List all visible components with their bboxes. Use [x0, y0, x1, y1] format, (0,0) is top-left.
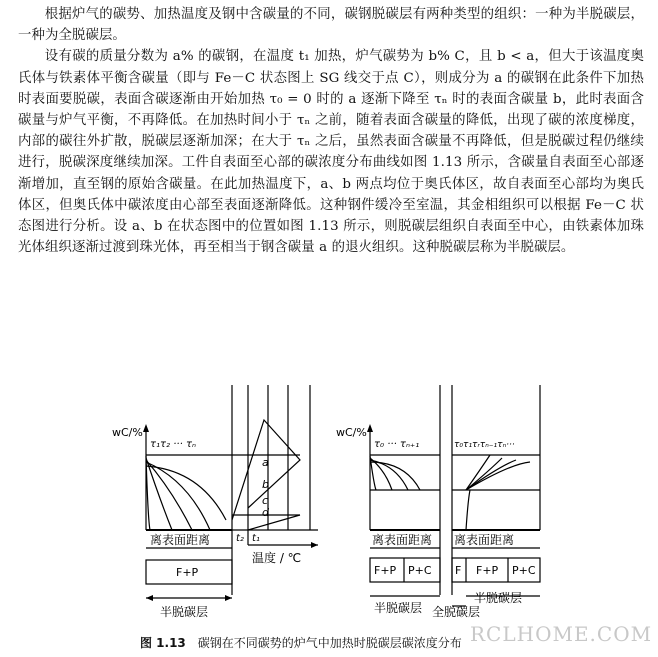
- paragraph-2: 设有碳的质量分数为 a% 的碳钢，在温度 t₁ 加热，炉气碳势为 b% C，且 b < a，但大于该温度奥氏体与铁素体平衡含碳量（即与 Fe－C 状态图上 SG 线交于点 C），则成分为 a 的碳钢在此条件下加热时表面要脱碳，表面含碳逐渐由开始加热 τ₀ = 0 时的 a 逐渐下降至 τₙ 时的表面含碳量 b，此时表面含碳量与炉气平衡，不再降低。在加热时间小于 τₙ 之前，随着表面含碳量的降低，出现了碳的浓度梯度，内部的碳往外扩散，脱碳层逐渐加深；在大于 τₙ 之后，虽然表面含碳量不再降低，但是脱碳过程仍继续进行，脱碳深度继续加深。工件自表面至心部的碳浓度分布曲线如图 1.13 所示，含碳量自表面至心部逐渐增加，直至钢的原始含碳量。在此加热温度下，a、b 两点均位于奥氏体区，故自表面至心部均为奥氏体区，但奥氏体中碳浓度由心部至表面逐渐降低。这种钢件缓冷至室温，其金相组织可以根据 Fe－C 状态图进行分析。设 a、b 在状态图中的位置如图 1.13 所示，则脱碳层组织自表面至中心，由铁素体加珠光体组织逐渐过渡到珠光体，再至相当于钢含碳量 a 的退火组织。这种脱碳层称为半脱碳层。: [18, 49, 644, 256]
- middle-zone-fp: F+P: [374, 564, 397, 577]
- left-tau-labels: τ₁τ₂ ··· τₙ: [150, 439, 196, 450]
- left-ylabel: wC/%: [112, 426, 143, 439]
- right-zone-f: F: [455, 564, 462, 577]
- left-zone: F+P: [176, 566, 199, 579]
- caption-text: 碳钢在不同碳势的炉气中加热时脱碳层碳浓度分布: [197, 636, 462, 650]
- phase-label-b: b: [262, 478, 269, 491]
- left-layer-label: 半脱碳层: [160, 605, 209, 619]
- watermark: RCLHOME.COM: [470, 622, 653, 646]
- phase-xlabel: 温度 / ℃: [252, 551, 302, 565]
- middle-zone-pc: P+C: [408, 564, 432, 577]
- phase-t1: t₁: [252, 533, 260, 544]
- middle-tau-labels: τ₀ ··· τₙ₊₁: [374, 439, 420, 450]
- phase-label-d: d: [262, 506, 269, 519]
- right-zone-fp: F+P: [476, 564, 499, 577]
- body-text: [18, 4, 644, 258]
- middle-ylabel: wC/%: [336, 426, 367, 439]
- paragraph-1: 根据炉气的碳势、加热温度及钢中含碳量的不同，碳钢脱碳层有两种类型的组织：一种为半脱碳层，一种为全脱碳层。: [18, 7, 644, 44]
- figure-caption: [140, 634, 462, 651]
- middle-layer-label: 半脱碳层: [374, 601, 423, 615]
- right-tau-labels: τ₀τ₁τᵣτₙ₋₁τₙ···: [454, 440, 515, 450]
- right-layer-full: 全脱碳层: [432, 605, 481, 619]
- right-xlabel: 离表面距离: [454, 533, 515, 547]
- phase-label-c: c: [262, 494, 269, 507]
- left-xlabel: 离表面距离: [150, 533, 211, 547]
- caption-number: 图 1.13: [140, 636, 186, 650]
- right-layer-half: 半脱碳层: [474, 591, 523, 605]
- phase-t2: t₂: [236, 533, 244, 544]
- middle-xlabel: 离表面距离: [372, 533, 433, 547]
- right-zone-pc: P+C: [512, 564, 536, 577]
- phase-label-a: a: [262, 456, 269, 469]
